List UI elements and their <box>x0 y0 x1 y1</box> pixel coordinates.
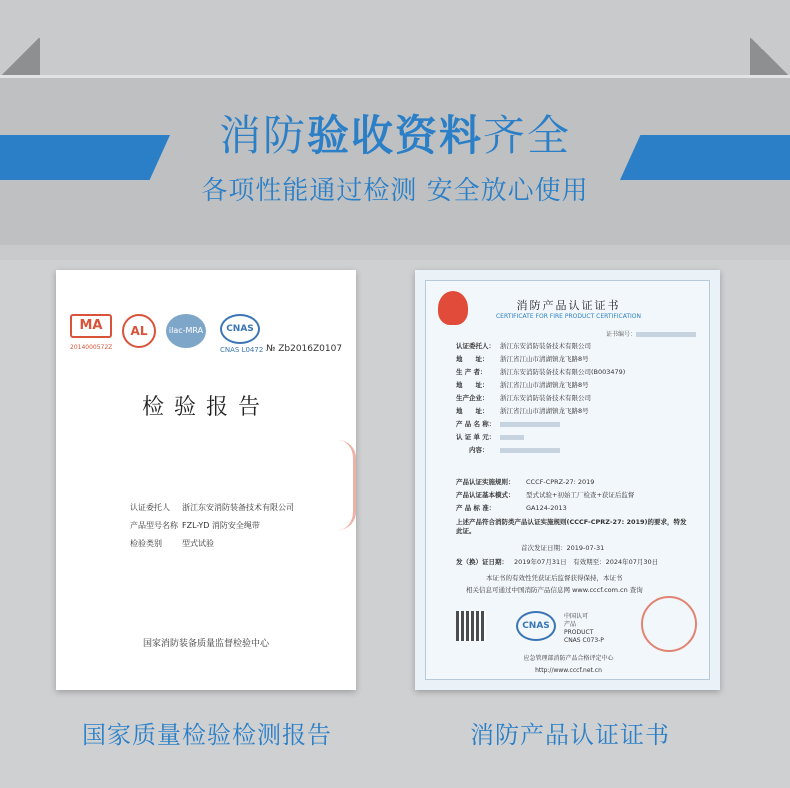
banner-fold-left <box>0 38 40 76</box>
banner-title <box>0 103 790 163</box>
certificate-website: http://www.cccf.net.cn <box>535 667 602 674</box>
cert-line: 发（换）证日期： 2019年07月31日 有效期至：2024年07月30日 <box>456 558 659 566</box>
cnas-code: CNAS L0472 <box>220 346 264 354</box>
info-row <box>130 538 234 549</box>
info-value: 浙江东安消防装备技术有限公司 <box>182 503 294 512</box>
title-post: 齐全 <box>483 111 572 160</box>
info-key: 检验类别 <box>130 539 162 548</box>
cma-logo-icon: MA <box>70 314 112 338</box>
certificate-number: 证书编号： <box>606 329 696 338</box>
certificate-frame <box>425 280 710 680</box>
certificate-title-en: CERTIFICATE FOR FIRE PRODUCT CERTIFICATION <box>495 313 642 320</box>
cert-line: 产 品 标 准： GA124-2013 <box>456 504 567 512</box>
info-key: 产品型号名称 <box>130 521 178 530</box>
cnas-logo-icon: CNAS <box>220 314 260 344</box>
banner-subtitle: 各项性能通过检测 安全放心使用 <box>201 176 589 206</box>
cert-line: 相关信息可通过中国消防产品信息网 www.cccf.com.cn 查询 <box>466 586 643 594</box>
info-value: FZL-YD 消防安全绳带 <box>182 521 260 530</box>
cert-line: 地 址： 浙江省江山市清湖镇龙飞路8号 <box>456 355 589 363</box>
cert-line: 产品认证基本模式： 型式试验+初始工厂检查+获证后监督 <box>456 491 635 499</box>
stamp-edge <box>338 440 356 530</box>
cert-line: 内容： <box>456 445 560 454</box>
title-bold: 验收资料 <box>306 111 483 160</box>
inspection-report-document <box>56 270 356 690</box>
info-value: 型式试验 <box>182 539 214 548</box>
info-row <box>130 502 294 513</box>
qr-code-icon <box>456 611 486 641</box>
cert-line: 地 址： 浙江省江山市清湖镇龙飞路8号 <box>456 407 589 415</box>
cma-code: 2014000572Z <box>70 344 113 351</box>
cert-line: 上述产品符合消防类产品认证实施规则(CCCF-CPRZ-27: 2019)的要求，特发此证。 <box>456 518 687 535</box>
issuing-center: 国家消防装备质量监督检验中心 <box>142 639 269 649</box>
certificate-title: 消防产品认证证书 <box>516 299 621 312</box>
certificate-document <box>415 270 720 690</box>
cert-line: 认 证 单 元： <box>456 432 524 441</box>
cert-line: 首次发证日期：2019-07-31 <box>521 544 605 552</box>
cert-line: 生产企业： 浙江东安消防装备技术有限公司 <box>456 394 591 402</box>
ilac-mra-logo-icon: ilac-MRA <box>166 314 206 348</box>
report-title: 检验报告 <box>141 395 270 420</box>
info-key: 认证委托人 <box>130 503 170 512</box>
info-row <box>130 520 260 531</box>
cert-line: 本证书的有效性凭获证后监督获得保持，本证书 <box>486 574 623 582</box>
cert-line: 产 品 名 称： <box>456 419 560 428</box>
cal-logo-icon: AL <box>122 314 156 348</box>
official-seal-icon <box>641 596 697 652</box>
cert-line: 产品认证实施规则： CCCF-CPRZ-27: 2019 <box>456 478 595 486</box>
caption-inspection-report: 国家质量检验检测报告 <box>82 721 332 749</box>
cnas-product-label: 中国认可 产品 PRODUCT CNAS C073-P <box>564 613 604 644</box>
cert-line: 生 产 者： 浙江东安消防装备技术有限公司(B003479) <box>456 368 626 376</box>
report-number: № Zb2016Z0107 <box>266 344 343 354</box>
certificate-issuer: 应急管理部消防产品合格评定中心 <box>523 655 614 662</box>
banner-fold-right <box>750 38 790 76</box>
title-pre: 消防 <box>218 111 307 160</box>
cnas-logo-icon: CNAS <box>516 611 556 641</box>
cert-line: 认证委托人： 浙江东安消防装备技术有限公司 <box>456 342 591 350</box>
cert-line: 地 址： 浙江省江山市清湖镇龙飞路8号 <box>456 381 589 389</box>
caption-certificate: 消防产品认证证书 <box>470 721 670 749</box>
